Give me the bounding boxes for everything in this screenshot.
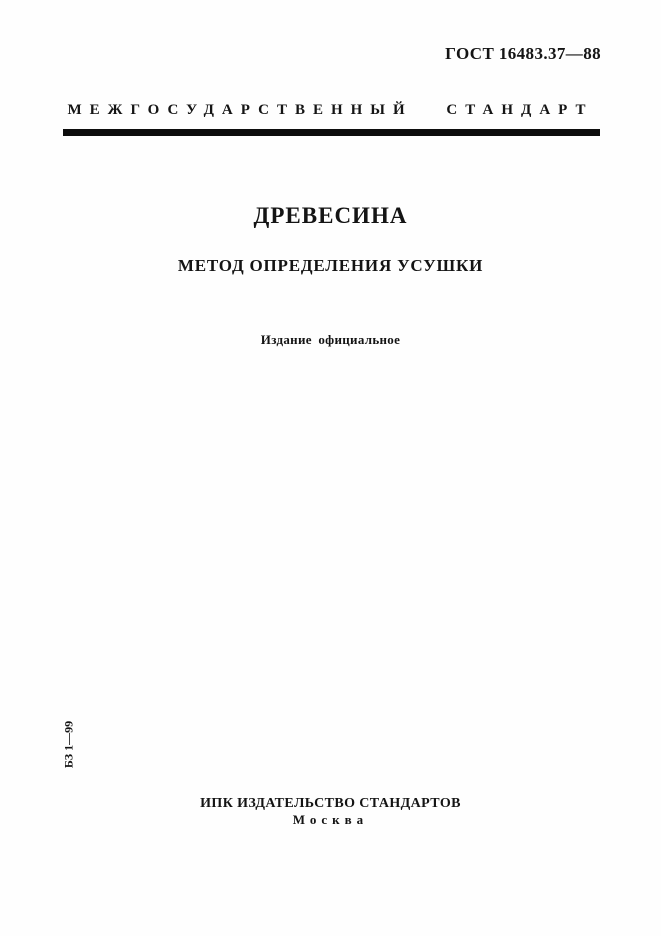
publisher-city: Москва [292, 812, 369, 827]
header-rule [63, 129, 600, 136]
edition-note: Издание официальное [260, 332, 401, 347]
document-title: ДРЕВЕСИНА [253, 203, 408, 228]
standard-number: ГОСТ 16483.37—88 [445, 44, 601, 63]
side-registration-code: БЗ 1—99 [61, 720, 76, 769]
document-subtitle: МЕТОД ОПРЕДЕЛЕНИЯ УСУШКИ [177, 256, 484, 275]
standard-type-heading: МЕЖГОСУДАРСТВЕННЫЙ СТАНДАРТ [67, 102, 594, 118]
publisher-name: ИПК ИЗДАТЕЛЬСТВО СТАНДАРТОВ [200, 796, 461, 811]
